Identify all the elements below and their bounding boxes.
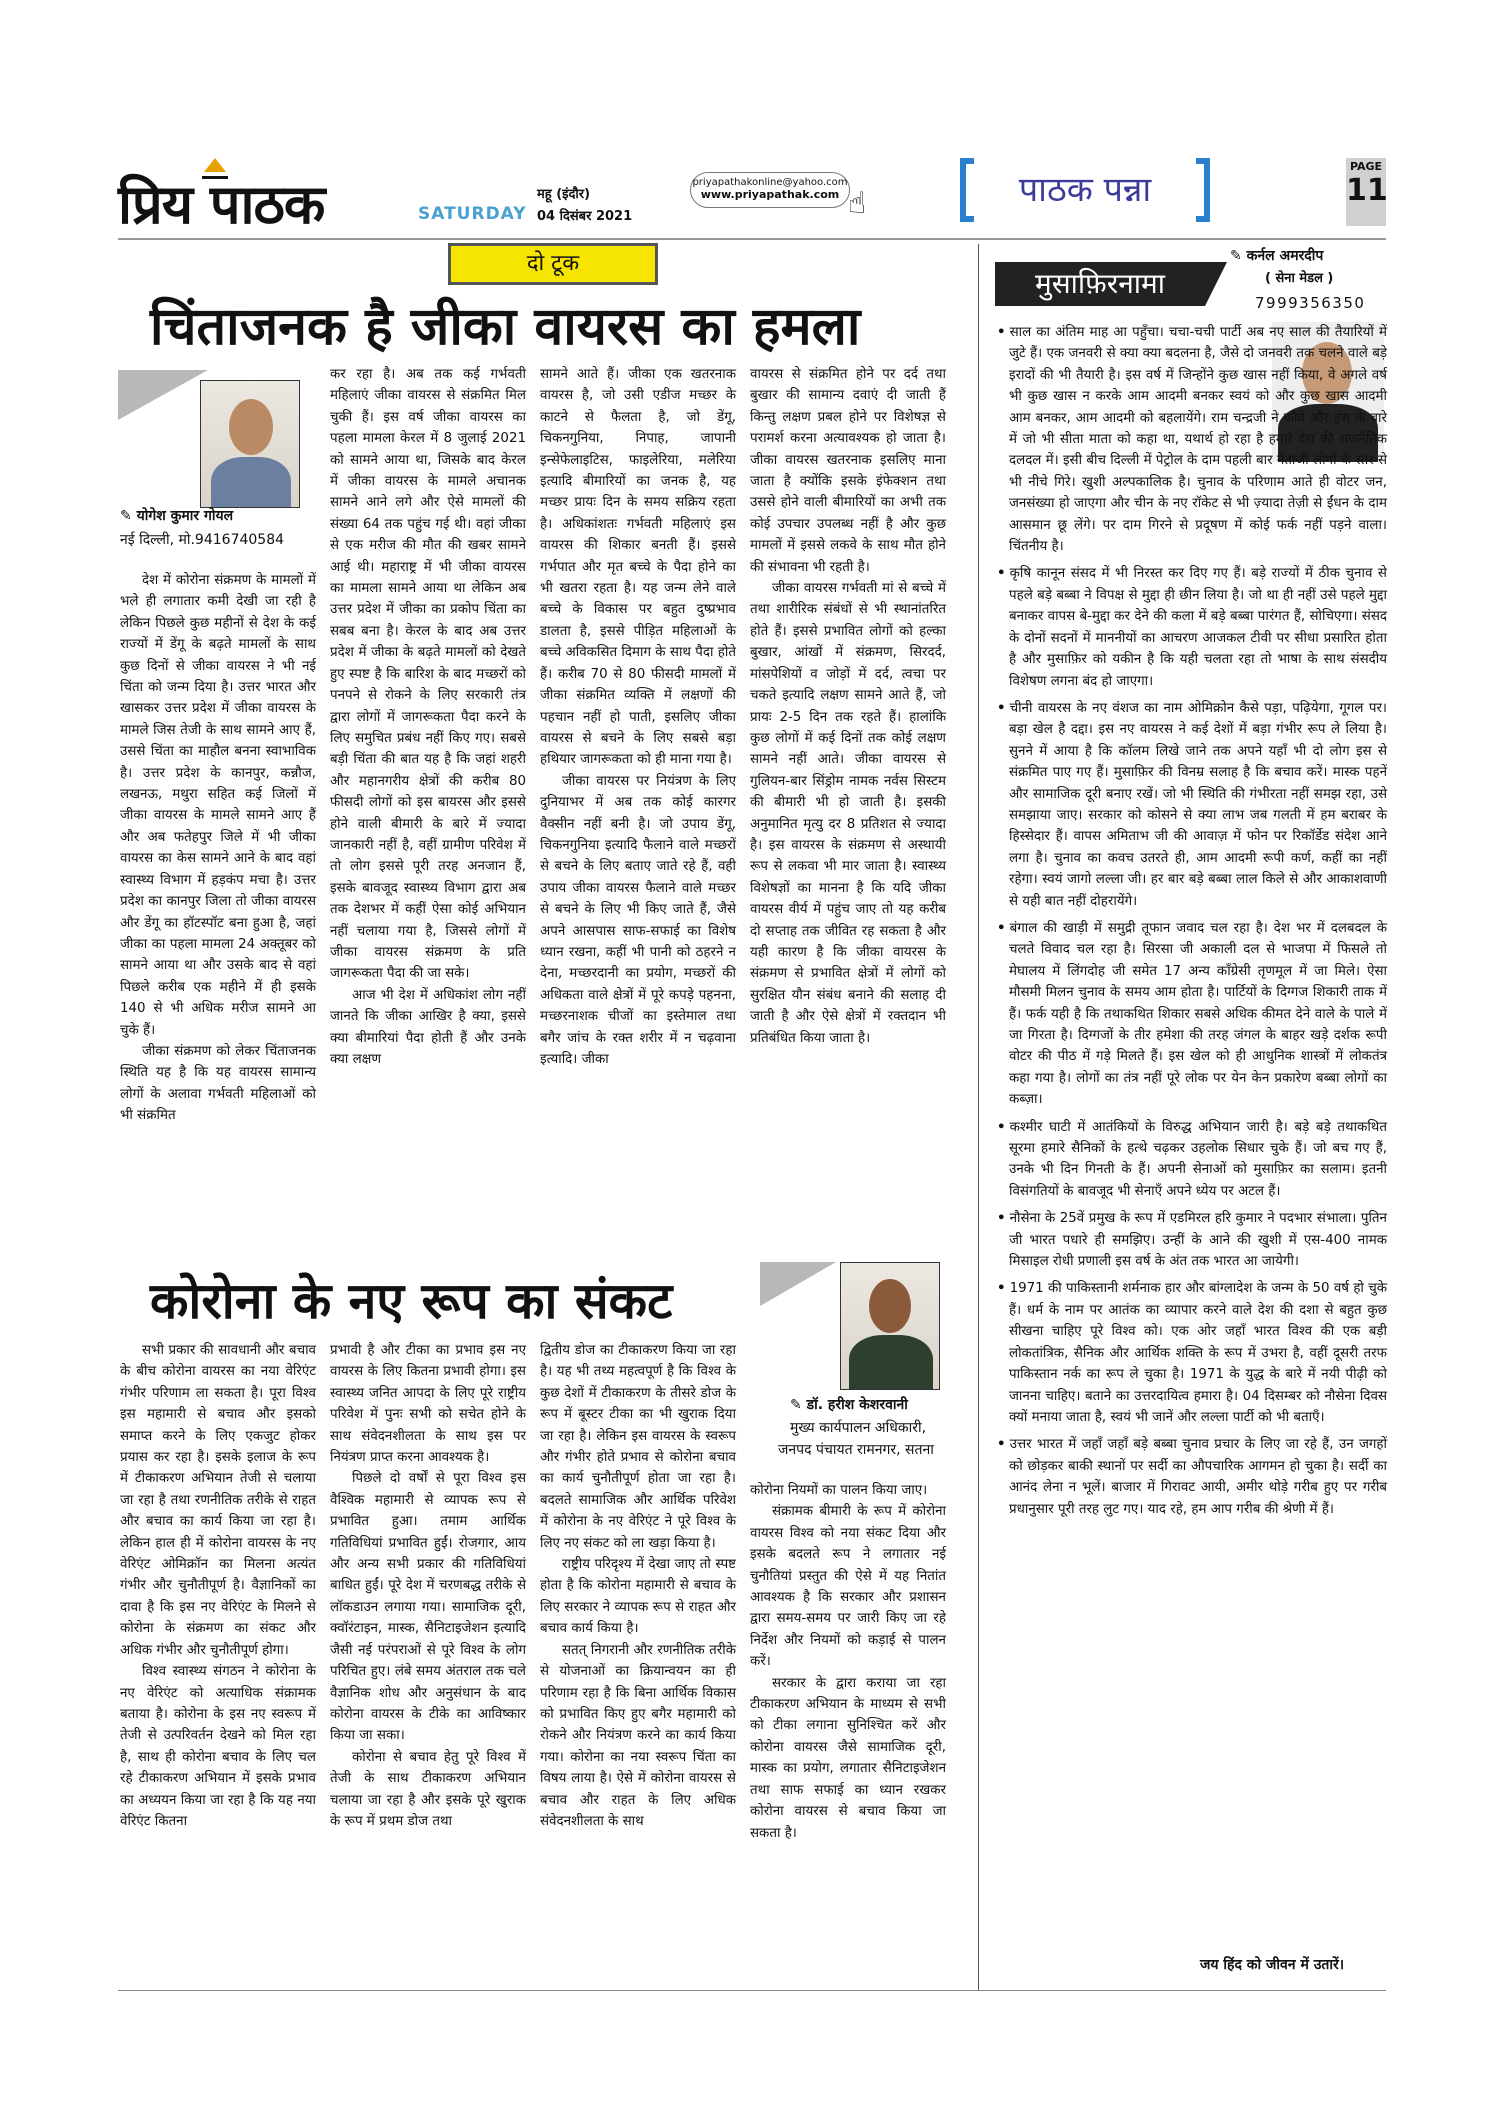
paragraph: सतत् निगरानी और रणनीतिक तरीके से योजनाओं का क्रियान्वयन का ही परिणाम रहा है कि बिना आर्थिक विकास को प्रभावित किए हुए बगैर महामारी को रोकने और नियंत्रण करने का कार्य किया गया। कोरोना का नया स्वरूप चिंता का विषय लाया है। ऐसे में कोरोना वायरस से बचाव और राहत के लिए अधिक संवेदनशीलता के साथ [540, 1642, 736, 1829]
article2-column-2 [330, 1340, 526, 1832]
article1-column-2 [330, 364, 526, 1070]
decor-triangle [118, 370, 208, 420]
column-author: ✎ कर्नल अमरदीप [1230, 248, 1324, 264]
section-title-text: पाठक पन्ना [1018, 170, 1152, 210]
issue-location: महू (इंदौर) [537, 187, 591, 202]
page-label: PAGE [1349, 160, 1383, 173]
page-bottom-rule [118, 1990, 1386, 1991]
article1-column-3 [540, 364, 736, 1070]
page-number: 11 [1346, 173, 1388, 208]
article1-author-contact: नई दिल्ली, मो.9416740584 [120, 532, 285, 548]
column-author-rank: ( सेना मेडल ) [1265, 271, 1334, 286]
list-item: • कृषि कानून संसद में भी निरस्त कर दिए गए हैं। बड़े राज्यों में ठीक चुनाव से पहले बड़े बब्बा ने विपक्ष से मुद्दा ही छीन लिया है। जो था ही नहीं उसे पहले मुद्दा बनाकर वापस बे-मुद्दा कर देने की कला में बड़े बब्बा पारंगत हैं, सोचिएगा। संसद के दोनों सदनों में माननीयों का आचरण आजकल टीवी पर सीधा प्रसारित होता है और मुसाफ़िर को यकीन है कि यही चलता रहा तो भाषा के साथ संसदीय विशेषण लगना बंद हो जाएगा। [1009, 563, 1387, 691]
bracket-left-icon [960, 158, 974, 222]
paragraph: विश्व स्वास्थ्य संगठन ने कोरोना के नए वेरिएंट को अत्याधिक संक्रामक बताया है। कोरोना के इस नए स्वरूप में तेजी से उत्परिवर्तन देखने को मिल रहा है, साथ ही कोरोना बचाव के लिए चल रहे टीकाकरण अभियान में इसके प्रभाव का अध्ययन किया जा रहा है कि यह नया वेरिएंट कितना [120, 1664, 316, 1829]
paragraph: जीका वायरस गर्भवती मां से बच्चे में तथा शारीरिक संबंधों से भी स्थानांतरित होते हैं। इससे प्रभावित लोगों को हल्का बुखार, आंखों में संक्रमण, सिरदर्द, मांसपेशियों व जोड़ों में दर्द, त्वचा पर चकते इत्यादि लक्षण सामने आते हैं, जो प्रायः 2-5 दिन तक रहते हैं। हालांकि कुछ लोगों में कई दिनों तक कोई लक्षण सामने नहीं आते। जीका वायरस से गुलियन-बार सिंड्रोम नामक नर्वस सिस्टम की बीमारी भी हो जाती है। इसकी अनुमानित मृत्यु दर 8 प्रतिशत से ज्यादा है। इस वायरस के संक्रमण से अस्थायी रूप से लकवा भी मार जाता है। स्वास्थ्य विशेषज्ञों का मानना है कि यदि जीका वायरस वीर्य में पहुंच जाए तो यह करीब दो सप्ताह तक जीवित रह सकता है और यही कारण है कि जीका वायरस के संक्रमण से प्रभावित क्षेत्रों में लोगों को सुरक्षित यौन संबंध बनाने की सलाह दी जाती है और ऐसे क्षेत्रों में रक्तदान भी प्रतिबंधित किया जाता है। [750, 581, 946, 1046]
article2-column-3 [540, 1340, 736, 1832]
article2-column-4 [750, 1480, 946, 1844]
author-photo [200, 380, 300, 508]
list-item: • कश्मीर घाटी में आतंकियों के विरुद्ध अभियान जारी है। बड़े बड़े तथाकथित सूरमा हमारे सैनिकों के हत्थे चढ़कर उहलोक सिधार चुके हैं। जो बच गए हैं, उनके भी दिन गिनती के हैं। अपनी सेनाओं को मुसाफ़िर का सलाम। इतनी विसंगतियों के बावजूद भी सेनाएँ अपने ध्येय पर अटल हैं। [1009, 1117, 1387, 1203]
article1-author: ✎ योगेश कुमार गोयल [120, 508, 234, 524]
article2-author: ✎ डॉ. हरीश केशरवानी [790, 1397, 908, 1413]
paragraph: कर रहा है। अब तक कई गर्भवती महिलाएं जीका वायरस से संक्रमित मिल चुकी हैं। इस वर्ष जीका वायरस का पहला मामला केरल में 8 जुलाई 2021 को सामने आया था, जिसके बाद केरल में जीका वायरस के मामले अचानक सामने आने लगे और ऐसे मामलों की संख्या 64 तक पहुंच गई थी। वहां जीका से एक मरीज की मौत की खबर सामने आई थी। महाराष्ट्र में भी जीका वायरस का मामला सामने आया था लेकिन अब उत्तर प्रदेश में जीका का प्रकोप चिंता का सबब बना है। केरल के बाद अब उत्तर प्रदेश में जीका के बढ़ते मामलों को देखते हुए स्पष्ट है कि बारिश के बाद मच्छरों को पनपने से रोकने के लिए सरकारी तंत्र द्वारा लोगों में जागरूकता पैदा करने के लिए समुचित प्रबंध नहीं किए गए। सबसे बड़ी चिंता की बात यह है कि जहां शहरी और महानगरीय क्षेत्रों की करीब 80 फीसदी लोगों को इस बायरस और इससे होने वाली बीमारी के बारे में ज्यादा जानकारी नहीं है, वहीं ग्रामीण परिवेश में तो लोग इससे पूरी तरह अनजान हैं, इसके बावजूद स्वास्थ्य विभाग द्वारा अब तक देशभर में कहीं ऐसा कोई अभियान नहीं चलाया गया है, जिससे लोगों में जीका वायरस संक्रमण के प्रति जागरूकता पैदा की जा सके। [330, 367, 526, 982]
list-item: • बंगाल की खाड़ी में समुद्री तूफान जवाद चल रहा है। देश भर में दलबदल के चलते विवाद चल रहा है। सिरसा जी अकाली दल से भाजपा में फिसले तो मेघालय में लिंगदोह जी समेत 17 अन्य कॉंग्रेसी तृणमूल में जा मिले। ऐसा मौसमी मिलन चुनाव के समय आम होता है। पार्टियों के दिग्गज शिकारी ताक में हैं। फर्क यही है कि तथाकथित शिकार सबसे अधिक कीमत देने वाले के पाले में जा गिरता है। दिग्गजों के तीर हमेशा की तरह जंगल के बाहर खड़े दर्शक रूपी वोटर की पीठ में गड़े मिलते हैं। इस खेल को ही आधुनिक शास्त्रों में लोकतंत्र कहा गया है। लोगों का तंत्र नहीं पूरे लोक पर येन केन प्रकारेण बब्बा लोगों का कब्ज़ा। [1009, 918, 1387, 1111]
list-item: • चीनी वायरस के नए वंशज का नाम ओमिक्रोन कैसे पड़ा, पढ़ियेगा, गूगल पर। बड़ा खेल है दद्दा। इस नए वायरस ने कई देशों में बड़ा गंभीर रूप ले लिया है। सुनने में आया है कि कॉलम लिखे जाने तक अपने यहाँ भी दो लोग इस से संक्रमित पाए गए हैं। मुसाफ़िर की विनम्र सलाह है कि बचाव करें। मास्क पहनें और सामाजिक दूरी बनाए रखें। जो भी स्थिति की गंभीरता नहीं समझ रहा, उसे समझाया जाए। सरकार को कोसने से क्या लाभ जब गलती में हम बराबर के हिस्सेदार हैं। वापस अमिताभ जी की आवाज़ में फोन पर रिकॉर्डेड संदेश आने लगा है। चुनाव का कवच उतरते ही, आम आदमी रूपी कर्ण, कहीं का नहीं रहेगा। स्वयं जागो लल्ला जी। हर बार बड़े बब्बा लाल किले से और आकाशवाणी से यही बात नहीं दोहरायेंगे। [1009, 698, 1387, 912]
decor-triangle [760, 1262, 836, 1306]
paragraph: सभी प्रकार की सावधानी और बचाव के बीच कोरोना वायरस का नया वेरिएंट गंभीर परिणाम ला सकता है। पूरा विश्व इस महामारी से बचाव और इसको समाप्त करने के लिए एकजुट होकर प्रयास कर रहा है। इसके इलाज के रूप में टीकाकरण अभियान तेजी से चलाया जा रहा है तथा रणनीतिक तरीके से राहत और बचाव का कार्य किया जा रहा है। लेकिन हाल ही में कोरोना वायरस के नए वेरिएंट ओमिक्रॉन का मिलना अत्यंत गंभीर और चुनौतीपूर्ण है। वैज्ञानिकों का दावा है कि इस नए वेरिएंट के मिलने से कोरोना के संक्रमण का संकट और अधिक गंभीर और चुनौतीपूर्ण होगा। [120, 1343, 316, 1658]
paragraph: कोरोना से बचाव हेतु पूरे विश्व में तेजी के साथ टीकाकरण अभियान चलाया जा रहा है और इसके पूरे खुराक के रूप में प्रथम डोज तथा [330, 1749, 526, 1829]
article1-column-1 [120, 570, 316, 1127]
column-author-phone: 7999356350 [1255, 294, 1366, 312]
article2-column-1 [120, 1340, 316, 1832]
section-title [960, 158, 1210, 222]
paragraph: आज भी देश में अधिकांश लोग नहीं जानते कि जीका आखिर है क्या, इससे क्या बीमारियां पैदा होती हैं और उनके क्या लक्षण [330, 987, 526, 1067]
column-title: मुसाफ़िरनामा [995, 262, 1205, 306]
bracket-right-icon [1196, 158, 1210, 222]
paragraph: राष्ट्रीय परिदृश्य में देखा जाए तो स्पष्ट होता है कि कोरोना महामारी से बचाव के लिए सरकार ने व्यापक रूप से राहत और बचाव कार्य किया है। [540, 1557, 736, 1637]
paragraph: पिछले दो वर्षों से पूरा विश्व इस वैश्विक महामारी से व्यापक रूप से प्रभावित हुआ। तमाम आर्थिक गतिविधियां प्रभावित हुईं। रोजगार, आय और अन्य सभी प्रकार की गतिविधियां बाधित हुईं। पूरे देश में चरणबद्ध तरीके से लॉकडाउन लगाया गया। सामाजिक दूरी, क्वॉरंटाइन, मास्क, सैनिटाइजेशन इत्यादि जैसी नई परंपराओं से पूरे विश्व के लोग परिचित हुए। लंबे समय अंतराल तक चले वैज्ञानिक शोध और अनुसंधान के बाद कोरोना वायरस के टीके का आविष्कार किया जा सका। [330, 1471, 526, 1744]
list-item: • साल का अंतिम माह आ पहुँचा। चचा-चची पार्टी अब नए साल की तैयारियों में जुटे हैं। एक जनवरी से क्या क्या बदलना है, जैसे दो जनवरी तक चलने वाले बड़े इरादों की भी तैयारी है। इस वर्ष में जिन्होंने कुछ खास नहीं किया, वे अगले वर्ष भी कुछ खास न करके आम आदमी बनकर स्वयं को और कुछ खास आदमी आम बनकर, आम आदमी को बहलायेंगे। राम चन्द्रजी ने कौवे और हंस के बारे में जो भी सीता माता को कहा था, यथार्थ हो रहा है हमारे देश की राजनैतिक दलदल में। इसी बीच दिल्ली में पेट्रोल के दाम पहली बार नेताजी लोगों के स्तर से भी नीचे गिरे। खुशी अल्पकालिक है। चुनाव के परिणाम आते ही वोटर जन, जनसंख्या हो जाएगा और चीन के नए रॉकेट से भी ज़्यादा तेज़ी से ईंधन के दाम आसमान छू लेंगे। पर दाम गिरने से प्रदूषण में कोई फर्क नहीं पड़ने वाला। चिंतनीय है। [1009, 322, 1387, 557]
column-divider [978, 244, 979, 1990]
paragraph: जीका वायरस पर नियंत्रण के लिए दुनियाभर में अब तक कोई कारगर वैक्सीन नहीं बनी है। जो उपाय डेंगू, चिकनगुनिया इत्यादि फैलाने वाले मच्छरों से बचने के लिए बताए जाते रहे हैं, वही उपाय जीका वायरस फैलाने वाले मच्छर से बचने के लिए भी किए जाते हैं, जैसे अपने आसपास साफ-सफाई का विशेष ध्यान रखना, कहीं भी पानी को ठहरने न देना, मच्छरदानी का प्रयोग, मच्छरों की अधिकता वाले क्षेत्रों में पूरे कपड़े पहनना, मच्छरनाशक चीजों का इस्तेमाल तथा बगैर जांच के रक्त शरीर में न चढ़वाना इत्यादि। जीका [540, 773, 736, 1067]
paragraph: सरकार के द्वारा कराया जा रहा टीकाकरण अभियान के माध्यम से सभी को टीका लगाना सुनिश्चित करें और कोरोना वायरस जैसे सामाजिक दूरी, मास्क का प्रयोग, लगातार सैनिटाइजेशन तथा साफ सफाई का ध्यान रखकर कोरोना वायरस से बचाव किया जा सकता है। [750, 1675, 946, 1841]
article1-headline: चिंताजनक है जीका वायरस का हमला [150, 296, 861, 357]
masthead-divider [118, 238, 1386, 240]
paragraph: प्रभावी है और टीका का प्रभाव इस नए वायरस के लिए कितना प्रभावी होगा। इस स्वास्थ्य जनित आपदा के लिए पूरे राष्ट्रीय परिवेश में पुनः सभी को सचेत होने के साथ संवेदनशीलता के साथ इस पर नियंत्रण प्राप्त करना आवश्यक है। [330, 1343, 526, 1466]
list-item: • उत्तर भारत में जहाँ जहाँ बड़े बब्बा चुनाव प्रचार के लिए जा रहे हैं, उन जगहों को छोड़कर बाकी स्थानों पर सर्दी का औपचारिक आगमन हो चुका है। सर्दी का आनंद लेना न भूलें। बाजार में गिरावट आयी, अमीर थोड़े गरीब हुए पर गरीब प्रधानुसार पूरी तरह लुट गए। याद रहे, हम आप गरीब की श्रेणी में हैं। [1009, 1434, 1387, 1520]
page-number-tag [1346, 158, 1386, 226]
column-signoff: जय हिंद को जीवन में उतारें। [1200, 1957, 1344, 1973]
paragraph: सामने आते हैं। जीका एक खतरनाक वायरस है, जो उसी एडीज मच्छर के काटने से फैलता है, जो डेंगू, चिकनगुनिया, निपाह, जापानी इन्सेफेलाइटिस, फाइलेरिया, मलेरिया इत्यादि बीमारियों का जनक है, यह मच्छर प्रायः दिन के समय सक्रिय रहता है। अधिकांशतः गर्भवती महिलाएं इस वायरस की शिकार बनती हैं। इससे गर्भपात और मृत बच्चे के पैदा होने का भी खतरा रहता है। यह जन्म लेने वाले बच्चे के विकास पर बहुत दुष्प्रभाव डालता है, इससे पीड़ित महिलाओं के बच्चे अविकसित दिमाग के साथ पैदा होते हैं। करीब 70 से 80 फीसदी मामलों में जीका संक्रमित व्यक्ति में लक्षणों की पहचान नहीं हो पाती, इसलिए जीका वायरस से बचने के लिए सबसे बड़ा हथियार जागरूकता को ही माना गया है। [540, 367, 736, 768]
column-items [995, 322, 1387, 1526]
pen-icon: ✎ [120, 508, 137, 524]
paragraph: द्वितीय डोज का टीकाकरण किया जा रहा है। यह भी तथ्य महत्वपूर्ण है कि विश्व के कुछ देशों में टीकाकरण के तीसरे डोज के रूप में बूस्टर टीका का भी खुराक दिया जा रहा है। लेकिन इस वायरस के स्वरूप और गंभीर होते प्रभाव से कोरोना बचाव का कार्य चुनौतीपूर्ण होता जा रहा है। बदलते सामाजिक और आर्थिक परिवेश में कोरोना के नए वेरिएंट ने पूरे विश्व के लिए नए संकट को ला खड़ा किया है। [540, 1343, 736, 1551]
pointing-hand-icon: ☝ [848, 186, 867, 221]
list-item: • 1971 की पाकिस्तानी शर्मनाक हार और बांग्लादेश के जन्म के 50 वर्ष हो चुके हैं। धर्म के नाम पर आतंक का व्यापार करने वाले देश की दशा से बहुत कुछ सीखना चाहिए पूरे विश्व को। एक ओर जहाँ भारत विश्व की एक बड़ी लोकतांत्रिक, सैनिक और आर्थिक शक्ति के रूप में उभरा है, वहीं दूसरी तरफ पाकिस्तान नर्क का रूप ले चुका है। 1971 के युद्ध के बारे में नयी पीढ़ी को जानना चाहिए। बताने का उत्तरदायित्व हमारा है। 04 दिसम्बर को नौसेना दिवस क्यों मनाया जाता है, स्वयं भी जानें और लल्ला पार्टी को भी बताएँ। [1009, 1278, 1387, 1428]
article2-author-designation: मुख्य कार्यपालन अधिकारी, [790, 1420, 927, 1436]
contact-website[interactable]: www.priyapathak.com [700, 188, 840, 201]
article2-author-place: जनपद पंचायत रामनगर, सतना [778, 1442, 934, 1458]
paragraph: संक्रामक बीमारी के रूप में कोरोना वायरस विश्व को नया संकट दिया और इसके बदलते रूप ने लगातार नई चुनौतियां प्रस्तुत की ऐसे में यह नितांत आवश्यक है कि सरकार और प्रशासन द्वारा समय-समय पर जारी किए जा रहे निर्देश और नियमों को कड़ाई से पालन करें। [750, 1504, 946, 1670]
column-title-tail [1205, 262, 1227, 306]
kicker-label: दो टूक [448, 243, 658, 285]
article1-column-4 [750, 364, 946, 1049]
issue-date: 04 दिसंबर 2021 [537, 209, 633, 224]
newspaper-logo: प्रिय पाठक [118, 172, 325, 236]
contact-box [690, 172, 850, 208]
list-item: • नौसेना के 25वें प्रमुख के रूप में एडमिरल हरि कुमार ने पदभार संभाला। पुतिन जी भारत पधारे ही समझिए। उन्हीं के आने की खुशी में एस-400 नामक मिसाइल रोधी प्रणाली इस वर्ष के अंत तक भारत आ जायेगी। [1009, 1208, 1387, 1272]
contact-email[interactable]: priyapathakonline@yahoo.com [692, 177, 848, 188]
pen-icon: ✎ [1230, 248, 1247, 264]
paragraph: जीका संक्रमण को लेकर चिंताजनक स्थिति यह है कि यह वायरस सामान्य लोगों के अलावा गर्भवती महिलाओं को भी संक्रमित [120, 1043, 316, 1124]
issue-day: SATURDAY [418, 204, 527, 224]
article2-headline: कोरोना के नए रूप का संकट [150, 1271, 673, 1330]
paragraph: कोरोना नियमों का पालन किया जाए। [750, 1483, 928, 1498]
pen-icon: ✎ [790, 1397, 807, 1413]
paragraph: देश में कोरोना संक्रमण के मामलों में भले ही लगातार कमी देखी जा रही है लेकिन पिछले कुछ महीनों से देश के कई राज्यों में डेंगू के बढ़ते मामलों के साथ कुछ दिनों से जीका वायरस ने भी नई चिंता को जन्म दिया है। उत्तर भारत और खासकर उत्तर प्रदेश में जीका वायरस के मामले जिस तेजी के साथ सामने आए हैं, उससे चिंता का माहौल बनना स्वाभाविक है। उत्तर प्रदेश के कानपुर, कन्नौज, लखनऊ, मथुरा सहित कई जिलों में जीका वायरस के मामले सामने आए हैं और अब फतेहपुर जिले में भी जीका वायरस का केस सामने आने के बाद वहां स्वास्थ्य विभाग में हड़कंप मचा है। उत्तर प्रदेश का कानपुर जिला तो जीका वायरस और डेंगू का हॉटस्पॉट बना हुआ है, जहां जीका का पहला मामला 24 अक्तूबर को सामने आया था और उसके बाद से वहां पिछले करीब एक महीने में ही इसके 140 से भी अधिक मरीज सामने आ चुके हैं। [120, 573, 316, 1038]
author-photo [840, 1262, 940, 1390]
paragraph: वायरस से संक्रमित होने पर दर्द तथा बुखार की सामान्य दवाएं दी जाती हैं किन्तु लक्षण प्रबल होने पर विशेषज्ञ से परामर्श करना अत्यावश्यक हो जाता है। जीका वायरस खतरनाक इसलिए माना जाता है क्योंकि इसके इंफेक्शन तथा उससे होने वाली बीमारियों का अभी तक कोई उपचार उपलब्ध नहीं है और कुछ मामलों में इससे लकवे के साथ मौत होने की संभावना भी रहती है। [750, 367, 946, 575]
